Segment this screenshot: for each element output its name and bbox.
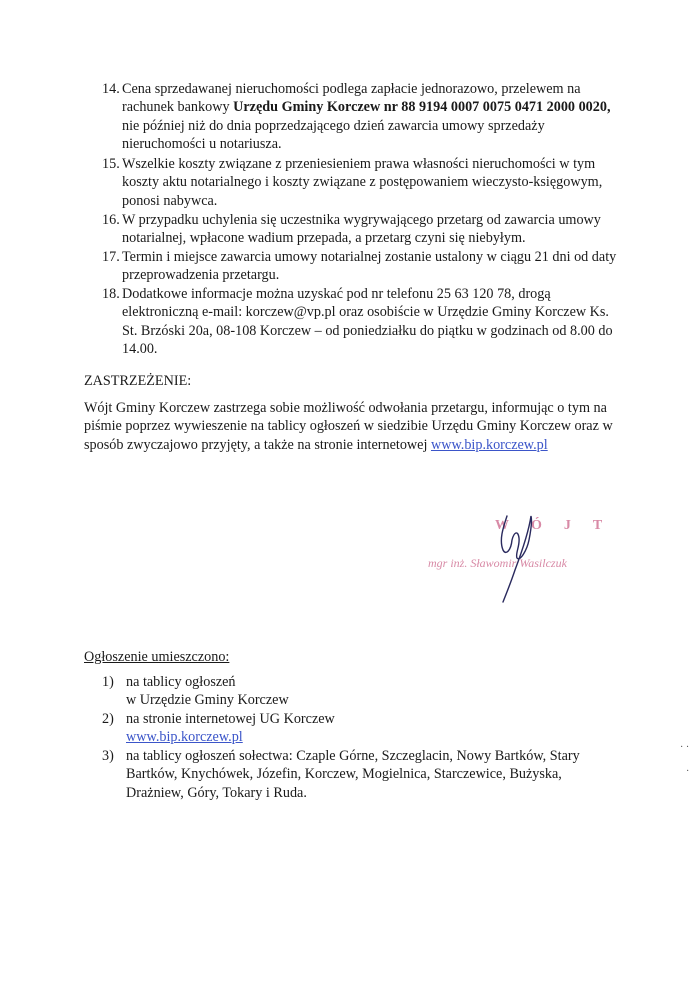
reservation-heading: ZASTRZEŻENIE: — [84, 373, 192, 389]
bip-link[interactable]: www.bip.korczew.pl — [126, 729, 243, 746]
posted-number: 3) — [102, 748, 114, 764]
posted-heading: Ogłoszenie umieszczono: — [84, 649, 230, 665]
condition-item-18 — [84, 285, 624, 357]
condition-number: 18. — [102, 286, 120, 302]
condition-text — [122, 80, 624, 154]
posted-number: 2) — [102, 711, 114, 727]
condition-text: Termin i miejsce zawarcia umowy notarialnej zostanie ustalony w ciągu 21 dni od daty przeprowadzenia przetargu. — [122, 249, 617, 284]
posted-line: na tablicy ogłoszeń — [126, 674, 236, 690]
condition-text-part: nie później niż do dnia poprzedzającego dzień zawarcia umowy sprzedaży nieruchomości u notariusza. — [122, 117, 545, 153]
stamp-title: WÓJT — [495, 518, 625, 533]
posted-line: na stronie internetowej UG Korczew — [126, 711, 335, 727]
margin-mark: · — [686, 766, 690, 777]
posted-item-2 — [84, 710, 604, 747]
posted-number: 1) — [102, 674, 114, 690]
condition-text-part: Cena sprzedawanej nieruchomości podlega zapłacie jednorazowo, przelewem na rachunek bankowy — [122, 81, 581, 116]
bip-link[interactable]: www.bip.korczew.pl — [430, 436, 548, 453]
margin-mark: · · — [680, 742, 690, 753]
condition-item-14 — [84, 80, 624, 155]
reservation-body: Wójt Gminy Korczew zastrzega sobie możliwość odwołania przetargu, informując o tym na piśmie poprzez wywieszenie na tablicy ogłoszeń w siedzibie Urzędu Gminy Korczew oraz w sposób zwyczajowo przyjęty, a także na stronie internetowej — [84, 400, 613, 453]
condition-number: 14. — [102, 81, 120, 97]
posted-list — [84, 673, 604, 802]
condition-text: Wszelkie koszty związane z przeniesieniem prawa własności nieruchomości w tym koszty aktu notarialnego i koszty związane z postępowaniem wieczysto-księgowym, ponosi nabywca. — [122, 156, 603, 209]
bank-account-text: Urzędu Gminy Korczew nr 88 9194 0007 0075 0471 2000 0020, — [233, 99, 611, 116]
posted-line: w Urzędzie Gminy Korczew — [126, 692, 289, 709]
condition-number: 15. — [102, 156, 120, 172]
posted-item-3 — [84, 747, 604, 802]
signature-stamp — [425, 510, 625, 610]
condition-number: 16. — [102, 212, 120, 228]
posted-line: na tablicy ogłoszeń sołectwa: Czaple Górne, Szczeglacin, Nowy Bartków, Stary Bartków, Knychówek, Józefin, Korczew, Mogielnica, Starczewice, Bużyska, Drażniew, Góry, Tokary i Ruda. — [126, 748, 580, 801]
handwritten-signature — [485, 510, 555, 605]
condition-number: 17. — [102, 249, 120, 265]
stamp-name: mgr inż. Sławomir Wasilczuk — [428, 556, 567, 570]
condition-item-17 — [84, 248, 624, 285]
reservation-text — [84, 399, 624, 454]
condition-item-16 — [84, 211, 624, 248]
condition-item-15 — [84, 155, 624, 211]
conditions-list — [84, 80, 624, 357]
posted-item-1 — [84, 673, 604, 710]
condition-text: W przypadku uchylenia się uczestnika wygrywającego przetarg od zawarcia umowy notarialnej, wpłacone wadium przepada, a przetarg czyni się niebyłym. — [122, 212, 601, 247]
condition-text: Dodatkowe informacje można uzyskać pod nr telefonu 25 63 120 78, drogą elektroniczną e-mail: korczew@vp.pl oraz osobiście w Urzędzie Gminy Korczew Ks. St. Brzóski 20a, 08-108 Korczew – od poniedziałku do piątku w godzinach od 8.00 do 14.00. — [122, 286, 613, 358]
